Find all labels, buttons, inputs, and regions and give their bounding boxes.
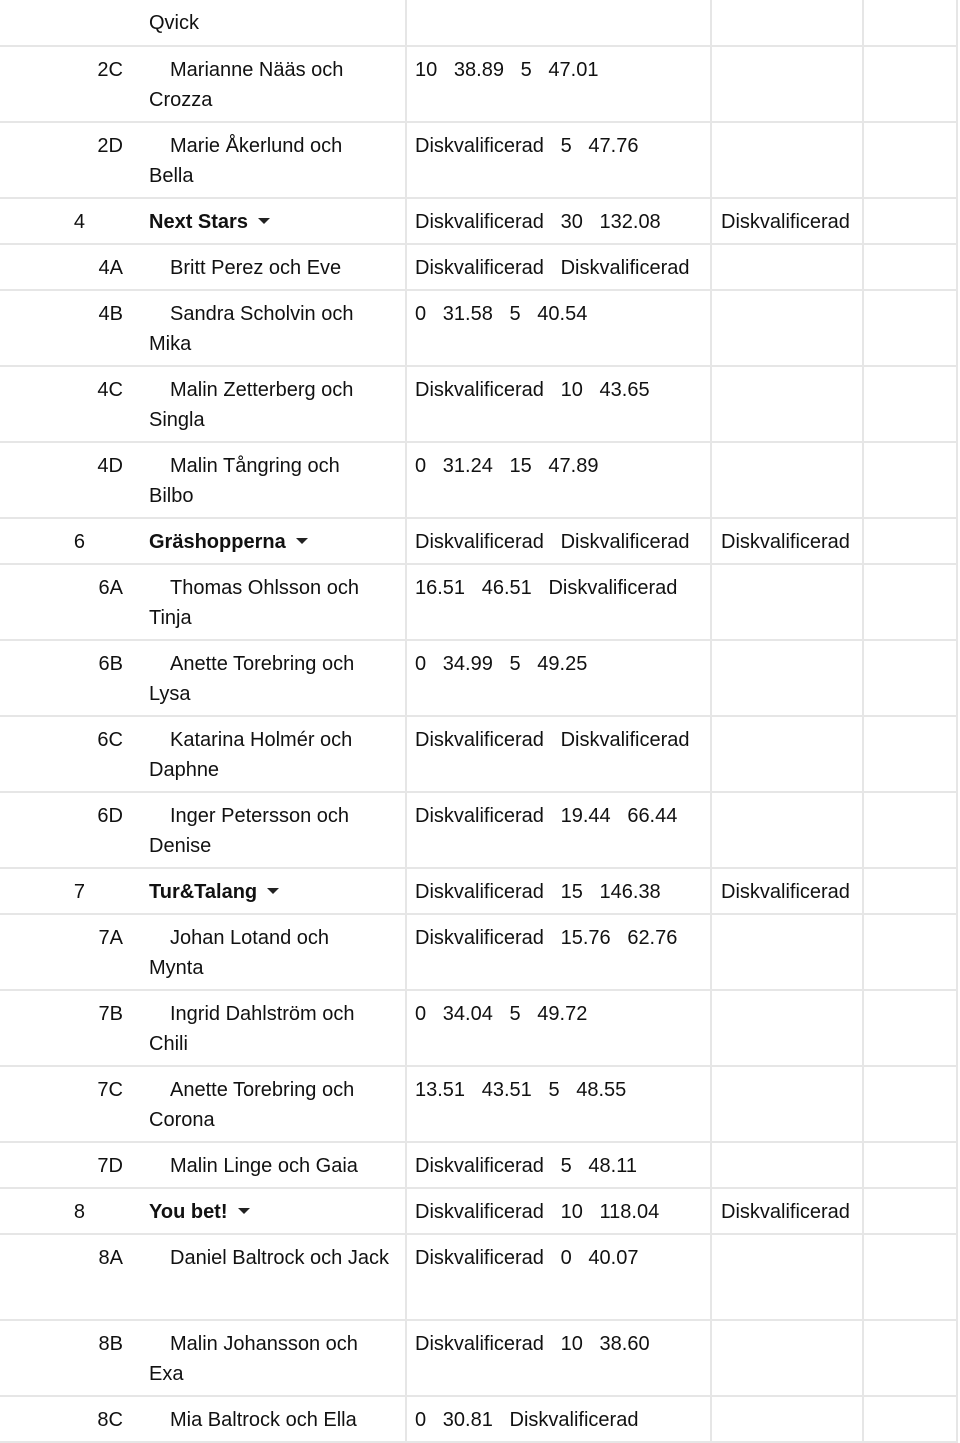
column-divider: [956, 717, 958, 791]
pair-name: [149, 375, 389, 435]
name-text: Marianne Nääs och Crozza: [149, 59, 344, 111]
pair-row: [0, 1235, 958, 1321]
column-divider: [710, 565, 712, 639]
pair-row: [0, 915, 958, 991]
column-divider: [405, 443, 407, 517]
round-results: 0 34.04 5 49.72: [415, 1003, 588, 1025]
column-divider: [956, 519, 958, 563]
column-divider: [405, 991, 407, 1065]
column-divider: [710, 0, 712, 45]
column-divider: [956, 869, 958, 913]
column-divider: [862, 915, 864, 989]
pair-row: [0, 1321, 958, 1397]
pair-name: [149, 55, 389, 115]
pair-row: [0, 0, 958, 47]
team-name[interactable]: [149, 207, 389, 237]
pair-row: [0, 641, 958, 717]
pair-row: [0, 123, 958, 199]
column-divider: [710, 717, 712, 791]
column-divider: [405, 47, 407, 121]
name-text: Qvick: [149, 12, 199, 34]
round-results: Diskvalificerad 0 40.07: [415, 1247, 639, 1269]
column-divider: [710, 199, 712, 243]
column-divider: [405, 291, 407, 365]
column-divider: [405, 565, 407, 639]
column-divider: [405, 199, 407, 243]
name-text: Marie Åkerlund och Bella: [149, 135, 343, 187]
pair-name: [149, 1243, 389, 1273]
column-divider: [710, 291, 712, 365]
column-divider: [862, 641, 864, 715]
column-divider: [405, 1397, 407, 1441]
total-result: Diskvalificerad: [721, 211, 850, 233]
column-divider: [956, 1321, 958, 1395]
pair-name: [149, 1075, 389, 1135]
round-results: 0 31.24 15 47.89: [415, 455, 599, 477]
round-results: 10 38.89 5 47.01: [415, 59, 599, 81]
total-result: Diskvalificerad: [721, 1201, 850, 1223]
start-number: 6: [73, 531, 85, 553]
name-text: Malin Linge och Gaia: [170, 1155, 358, 1177]
column-divider: [862, 717, 864, 791]
column-divider: [405, 367, 407, 441]
column-divider: [956, 245, 958, 289]
column-divider: [862, 0, 864, 45]
pair-name: [149, 725, 389, 785]
pair-row: [0, 47, 958, 123]
column-divider: [956, 1235, 958, 1319]
column-divider: [710, 245, 712, 289]
name-text: Malin Zetterberg och Singla: [149, 379, 354, 431]
column-divider: [956, 793, 958, 867]
column-divider: [405, 0, 407, 45]
round-results: Diskvalificerad 5 47.76: [415, 135, 639, 157]
total-result: Diskvalificerad: [721, 531, 850, 553]
round-results: Diskvalificerad Diskvalificerad: [415, 729, 690, 751]
team-row[interactable]: [0, 519, 958, 565]
column-divider: [956, 1067, 958, 1141]
column-divider: [862, 123, 864, 197]
column-divider: [405, 1235, 407, 1319]
pair-row: [0, 565, 958, 641]
name-text: Britt Perez och Eve: [170, 257, 342, 279]
team-name[interactable]: [149, 527, 389, 557]
start-number: 7A: [98, 927, 123, 949]
round-results: Diskvalificerad Diskvalificerad: [415, 531, 690, 553]
total-result: Diskvalificerad: [721, 881, 850, 903]
start-number: 4B: [98, 303, 123, 325]
pair-row: [0, 1143, 958, 1189]
start-number: 8: [73, 1201, 85, 1223]
team-row[interactable]: [0, 869, 958, 915]
start-number: 7: [73, 881, 85, 903]
pair-name: [149, 299, 389, 359]
column-divider: [862, 519, 864, 563]
column-divider: [956, 0, 958, 45]
round-results: Diskvalificerad 15.76 62.76: [415, 927, 678, 949]
column-divider: [405, 869, 407, 913]
name-text: You bet!: [149, 1201, 228, 1223]
pair-name: [149, 649, 389, 709]
column-divider: [862, 199, 864, 243]
start-number: 4C: [97, 379, 123, 401]
column-divider: [956, 1143, 958, 1187]
start-number: 4: [73, 211, 85, 233]
column-divider: [405, 1189, 407, 1233]
pair-name: [149, 8, 389, 38]
pair-name: [149, 451, 389, 511]
start-number: 4D: [97, 455, 123, 477]
pair-row: [0, 1397, 958, 1443]
pair-row: [0, 245, 958, 291]
column-divider: [710, 519, 712, 563]
round-results: 0 30.81 Diskvalificerad: [415, 1409, 639, 1431]
column-divider: [710, 367, 712, 441]
column-divider: [956, 1189, 958, 1233]
name-text: Next Stars: [149, 211, 248, 233]
column-divider: [956, 291, 958, 365]
column-divider: [956, 565, 958, 639]
column-divider: [405, 245, 407, 289]
team-row[interactable]: [0, 1189, 958, 1235]
column-divider: [862, 1143, 864, 1187]
column-divider: [405, 641, 407, 715]
column-divider: [710, 1143, 712, 1187]
column-divider: [710, 641, 712, 715]
column-divider: [405, 717, 407, 791]
pair-row: [0, 991, 958, 1067]
pair-name: [149, 573, 389, 633]
column-divider: [956, 123, 958, 197]
column-divider: [405, 519, 407, 563]
start-number: 8C: [97, 1409, 123, 1431]
pair-name: [149, 1151, 389, 1181]
start-number: 8A: [98, 1247, 123, 1269]
column-divider: [710, 915, 712, 989]
name-text: Thomas Ohlsson och Tinja: [149, 577, 359, 629]
pair-name: [149, 1405, 389, 1435]
column-divider: [710, 869, 712, 913]
name-text: Sandra Scholvin och Mika: [149, 303, 354, 355]
name-text: Malin Tångring och Bilbo: [149, 455, 340, 507]
round-results: 0 34.99 5 49.25: [415, 653, 588, 675]
column-divider: [862, 367, 864, 441]
pair-name: [149, 801, 389, 861]
column-divider: [862, 47, 864, 121]
column-divider: [862, 793, 864, 867]
column-divider: [862, 1235, 864, 1319]
start-number: 6D: [97, 805, 123, 827]
column-divider: [710, 793, 712, 867]
round-results: Diskvalificerad 10 118.04: [415, 1201, 660, 1223]
column-divider: [956, 367, 958, 441]
column-divider: [405, 1321, 407, 1395]
start-number: 6C: [97, 729, 123, 751]
column-divider: [956, 915, 958, 989]
round-results: 13.51 43.51 5 48.55: [415, 1079, 627, 1101]
column-divider: [710, 1321, 712, 1395]
column-divider: [405, 1143, 407, 1187]
round-results: 0 31.58 5 40.54: [415, 303, 588, 325]
column-divider: [956, 199, 958, 243]
column-divider: [862, 1397, 864, 1441]
start-number: 4A: [98, 257, 123, 279]
start-number: 7B: [98, 1003, 123, 1025]
name-text: Mia Baltrock och Ella: [170, 1409, 357, 1431]
start-number: 8B: [98, 1333, 123, 1355]
round-results: Diskvalificerad 10 43.65: [415, 379, 650, 401]
pair-row: [0, 291, 958, 367]
name-text: Anette Torebring och Corona: [149, 1079, 355, 1131]
name-text: Inger Petersson och Denise: [149, 805, 349, 857]
name-text: Malin Johansson och Exa: [149, 1333, 358, 1385]
column-divider: [862, 1321, 864, 1395]
team-row[interactable]: [0, 199, 958, 245]
name-text: Gräshopperna: [149, 531, 286, 553]
pair-row: [0, 717, 958, 793]
column-divider: [956, 641, 958, 715]
column-divider: [956, 47, 958, 121]
column-divider: [710, 1397, 712, 1441]
column-divider: [710, 47, 712, 121]
team-name[interactable]: [149, 1197, 389, 1227]
caret-down-icon[interactable]: [258, 218, 270, 224]
column-divider: [862, 291, 864, 365]
name-text: Johan Lotand och Mynta: [149, 927, 330, 979]
round-results: Diskvalificerad Diskvalificerad: [415, 257, 690, 279]
round-results: Diskvalificerad 30 132.08: [415, 211, 661, 233]
name-text: Tur&Talang: [149, 881, 258, 903]
column-divider: [862, 443, 864, 517]
pair-name: [149, 1329, 389, 1389]
start-number: 2C: [97, 59, 123, 81]
column-divider: [405, 123, 407, 197]
start-number: 7C: [97, 1079, 123, 1101]
caret-down-icon[interactable]: [238, 1208, 250, 1214]
start-number: 6B: [98, 653, 123, 675]
pair-name: [149, 999, 389, 1059]
column-divider: [710, 1067, 712, 1141]
name-text: Anette Torebring och Lysa: [149, 653, 355, 705]
column-divider: [405, 793, 407, 867]
column-divider: [862, 869, 864, 913]
start-number: 6A: [98, 577, 123, 599]
round-results: Diskvalificerad 10 38.60: [415, 1333, 650, 1355]
column-divider: [710, 1235, 712, 1319]
column-divider: [956, 991, 958, 1065]
pair-name: [149, 923, 389, 983]
column-divider: [710, 443, 712, 517]
column-divider: [710, 123, 712, 197]
round-results: Diskvalificerad 19.44 66.44: [415, 805, 678, 827]
pair-row: [0, 367, 958, 443]
column-divider: [862, 245, 864, 289]
column-divider: [710, 991, 712, 1065]
name-text: Katarina Holmér och Daphne: [149, 729, 353, 781]
column-divider: [956, 443, 958, 517]
column-divider: [862, 1067, 864, 1141]
pair-row: [0, 443, 958, 519]
name-text: Daniel Baltrock och Jack: [170, 1247, 389, 1269]
start-number: 2D: [97, 135, 123, 157]
caret-down-icon[interactable]: [267, 888, 279, 894]
column-divider: [862, 991, 864, 1065]
round-results: Diskvalificerad 15 146.38: [415, 881, 661, 903]
column-divider: [956, 1397, 958, 1441]
column-divider: [405, 915, 407, 989]
pair-row: [0, 1067, 958, 1143]
column-divider: [710, 1189, 712, 1233]
round-results: 16.51 46.51 Diskvalificerad: [415, 577, 678, 599]
pair-name: [149, 131, 389, 191]
pair-name: [149, 253, 389, 283]
column-divider: [862, 565, 864, 639]
pair-row: [0, 793, 958, 869]
round-results: Diskvalificerad 5 48.11: [415, 1155, 637, 1177]
column-divider: [405, 1067, 407, 1141]
name-text: Ingrid Dahlström och Chili: [149, 1003, 355, 1055]
team-name[interactable]: [149, 877, 389, 907]
start-number: 7D: [97, 1155, 123, 1177]
column-divider: [862, 1189, 864, 1233]
caret-down-icon[interactable]: [296, 538, 308, 544]
